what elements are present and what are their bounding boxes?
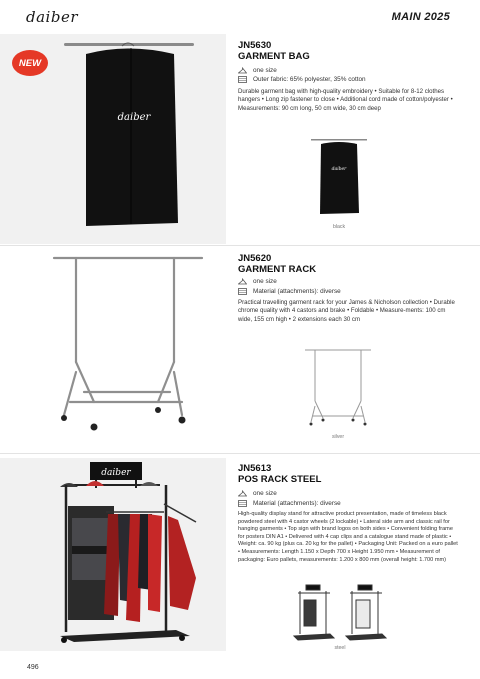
spec-material (238, 500, 341, 507)
product-description: Practical travelling garment rack for your James & Nicholson collection • Durable chrome quality with 4 castors and brake • Foldable • Measure-ments: 100 cm wide, 155 cm high • 2 extensions each 30 cm (238, 299, 455, 323)
hanger-icon (238, 278, 247, 285)
catalog-title: MAIN 2025 (391, 11, 450, 23)
spec-material-label: Material (attachments): diverse (253, 288, 341, 295)
pos-rack-image (56, 460, 206, 648)
brand-logo: daiber (26, 8, 78, 26)
new-badge: NEW (12, 50, 48, 76)
spec-material (238, 76, 366, 83)
page-number: 496 (27, 664, 39, 671)
hanger-icon (238, 490, 247, 497)
fabric-icon (238, 76, 247, 83)
spec-material-label: Outer fabric: 65% polyester, 35% cotton (253, 76, 366, 83)
product-code: JN5620 (238, 253, 272, 264)
fabric-icon (238, 288, 247, 295)
fabric-icon (238, 500, 247, 507)
divider (0, 245, 480, 246)
spec-size-label: one size (253, 67, 277, 74)
pos-rack-thumbnails (290, 582, 390, 644)
product-name: GARMENT RACK (238, 264, 317, 275)
hanger-icon (238, 67, 247, 74)
color-caption: silver (331, 434, 345, 440)
spec-size (238, 67, 277, 74)
spec-material-label: Material (attachments): diverse (253, 500, 341, 507)
garment-rack-thumbnail (303, 346, 373, 428)
product-code: JN5630 (238, 40, 272, 51)
spec-material (238, 288, 341, 295)
color-caption: black (332, 224, 346, 230)
product-description: High-quality display stand for attractive product presentation, made of timeless black powdered steel with 4 castor wheels (2 lockable) • Lateral side arm and classic rail for hanging garments • Top sign with brand logos on both sides • Convenient folding frame for posters DIN A1 • Delivered with 4 cap clips and a catalogue stand made of plastic • Weight: ca. 90 kg (plus ca. 20 kg for the pallet) • Packaging Unit: Packed on a euro pallet • Measurements: Length 1.150 x Depth 700 x Height 1.950 mm • Measurement of packaging: Euro pallets, measurements: 1.200 x 800 mm (overall height: 1.700 mm) (238, 511, 458, 563)
product-description: Durable garment bag with high-quality embroidery • Suitable for 8-12 clothes hangers • Long zip fastener to close • Additional cord made of cotton/polyester • Measurements: 90 cm long, 50 cm wide, 30 cm deep (238, 88, 453, 112)
garment-bag-brand: daiber (117, 112, 151, 123)
spec-size (238, 490, 277, 497)
product-code: JN5613 (238, 463, 272, 474)
product-name: GARMENT BAG (238, 51, 310, 62)
pos-rack-brand: daiber (101, 468, 131, 478)
svg-text:daiber: daiber (331, 167, 347, 172)
product-name: POS RACK STEEL (238, 474, 322, 485)
garment-rack-image (50, 252, 210, 438)
spec-size-label: one size (253, 490, 277, 497)
divider (0, 453, 480, 454)
spec-size (238, 278, 277, 285)
garment-bag-thumbnail (308, 137, 370, 217)
garment-bag-image (56, 38, 206, 234)
color-caption: steel (334, 645, 346, 651)
spec-size-label: one size (253, 278, 277, 285)
